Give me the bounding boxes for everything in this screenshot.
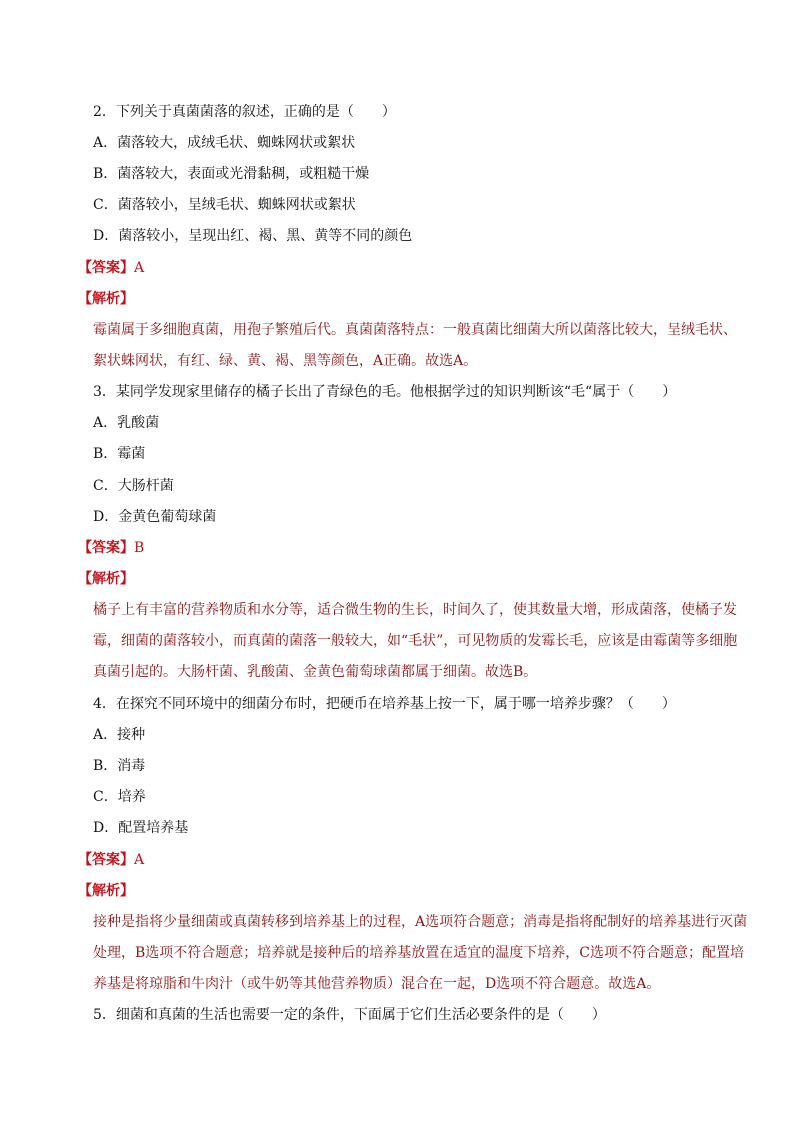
- question-3-option-d: D．金黄色葡萄球菌: [93, 509, 217, 525]
- question-4-analysis-line: 接种是指将少量细菌或真菌转移到培养基上的过程，A选项符合题意；消毒是指将配制好的培养基进行灭菌: [93, 914, 748, 930]
- question-2-analysis-tag: 【解析】: [78, 291, 134, 307]
- question-2-stem: 2．下列关于真菌菌落的叙述，正确的是（ ）: [93, 104, 396, 120]
- answer-tag: 【答案】: [78, 260, 134, 276]
- question-3-option-a: A．乳酸菌: [93, 415, 160, 431]
- question-4-stem: 4．在探究不同环境中的细菌分布时，把硬币在培养基上按一下，属于哪一培养步骤？（ ）: [93, 696, 676, 712]
- question-2-answer: [78, 258, 744, 278]
- answer-value: A: [134, 260, 145, 276]
- answer-value: B: [134, 540, 145, 556]
- answer-tag: 【答案】: [78, 540, 134, 556]
- question-3-option-c: C．大肠杆菌: [93, 478, 174, 494]
- question-2-option-a: A．菌落较大，成绒毛状、蜘蛛网状或絮状: [93, 135, 356, 151]
- question-3-analysis-line: 霉，细菌的菌落较小，而真菌的菌落一般较大，如“毛状”，可见物质的发霉长毛，应该是由霉菌等多细胞: [93, 633, 738, 649]
- question-4-option-d: D．配置培养基: [93, 820, 189, 836]
- question-4-analysis-line: 处理，B选项不符合题意；培养就是接种后的培养基放置在适宜的温度下培养，C选项不符合题意；配置培: [93, 945, 744, 961]
- question-2-option-c: C．菌落较小，呈绒毛状、蜘蛛网状或絮状: [93, 197, 356, 213]
- question-4-analysis-tag: 【解析】: [78, 883, 134, 899]
- question-2-option-b: B．菌落较大，表面或光滑黏稠，或粗糙干燥: [93, 166, 370, 182]
- question-3-analysis-line: 橘子上有丰富的营养物质和水分等，适合微生物的生长，时间久了，使其数量大增，形成菌落，使橘子发: [93, 602, 737, 618]
- question-3-analysis-tag: 【解析】: [78, 571, 134, 587]
- question-2-analysis-line: 霉菌属于多细胞真菌，用孢子繁殖后代。真菌菌落特点：一般真菌比细菌大所以菌落比较大，呈绒毛状、: [93, 322, 737, 338]
- answer-value: A: [134, 852, 145, 868]
- question-2-analysis-line: 絮状蛛网状，有红、绿、黄、褐、黑等颜色，A正确。故选A。: [93, 353, 478, 369]
- question-4-option-a: A．接种: [93, 727, 146, 743]
- question-2-option-d: D．菌落较小，呈现出红、褐、黑、黄等不同的颜色: [93, 228, 413, 244]
- question-3-stem: 3．某同学发现家里储存的橘子长出了青绿色的毛。他根据学过的知识判断该“毛“属于（ ）: [93, 384, 677, 400]
- question-3-answer: [78, 538, 744, 558]
- question-3-option-b: B．霉菌: [93, 446, 146, 462]
- question-4-analysis-line: 养基是将琼脂和牛肉汁（或牛奶等其他营养物质）混合在一起，D选项不符合题意。故选A。: [93, 976, 661, 992]
- question-4-option-c: C．培养: [93, 789, 146, 805]
- question-4-option-b: B．消毒: [93, 758, 146, 774]
- question-5-stem: 5．细菌和真菌的生活也需要一定的条件，下面属于它们生活必要条件的是（ ）: [93, 1007, 606, 1023]
- answer-tag: 【答案】: [78, 852, 134, 868]
- question-3-analysis-line: 真菌引起的。大肠杆菌、乳酸菌、金黄色葡萄球菌都属于细菌。故选B。: [93, 664, 538, 680]
- question-4-answer: [78, 850, 744, 870]
